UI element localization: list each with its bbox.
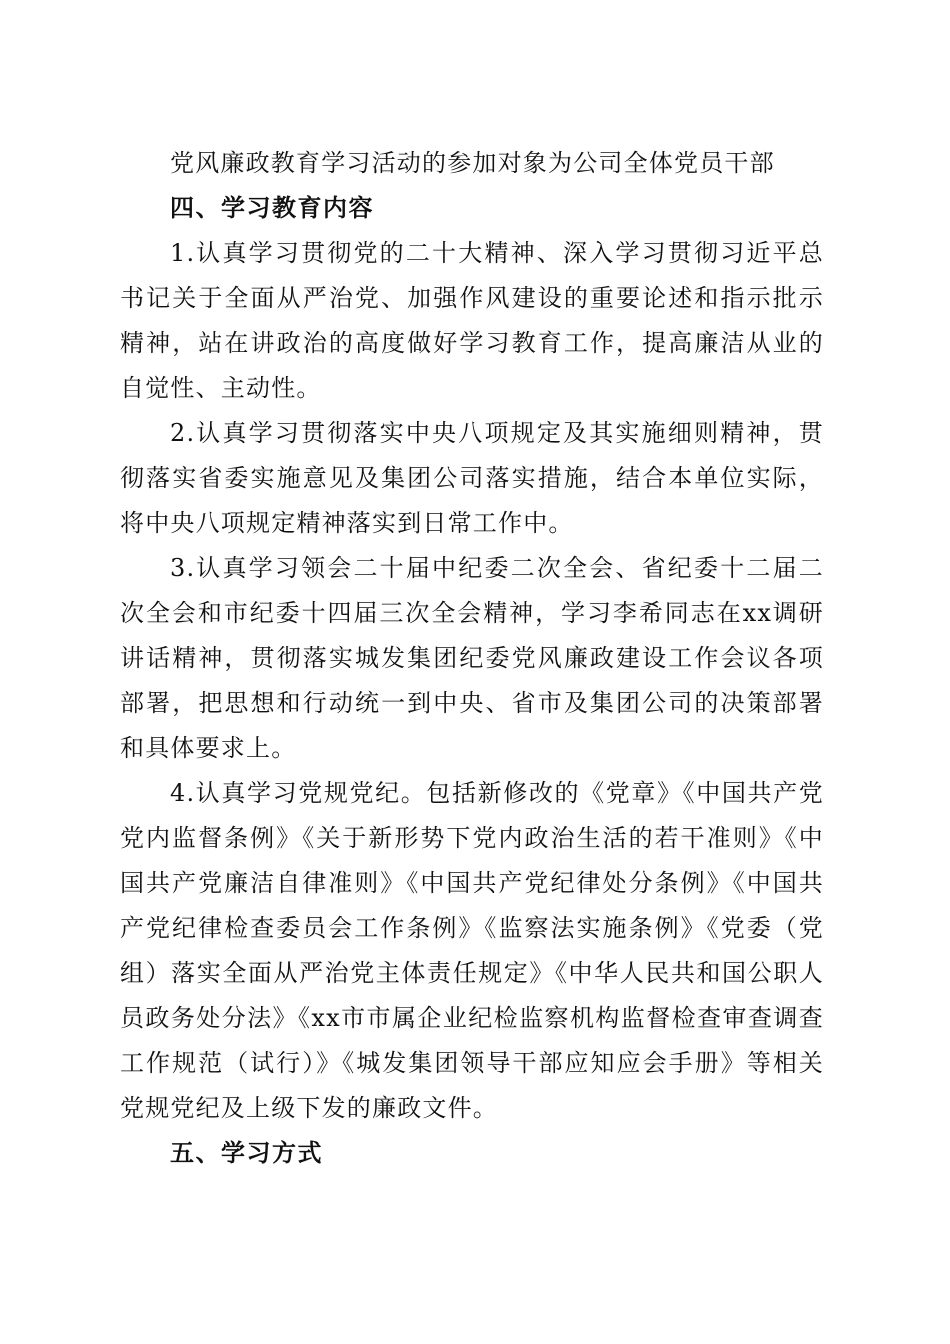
section-heading-method: 五、学习方式 xyxy=(170,1139,323,1167)
content-item-2: 2.认真学习贯彻落实中央八项规定及其实施细则精神，贯彻落实省委实施意见及集团公司落实措施，结合本单位实际，将中央八项规定精神落实到日常工作中。 xyxy=(120,419,824,537)
content-item-3: 3.认真学习领会二十届中纪委二次全会、省纪委十二届二次全会和市纪委十四届三次全会精神，学习李希同志在xx调研讲话精神，贯彻落实城发集团纪委党风廉政建设工作会议各项部署，把思想和行动统一到中央、省市及集团公司的决策部署和具体要求上。 xyxy=(120,554,824,762)
intro-paragraph: 党风廉政教育学习活动的参加对象为公司全体党员干部 xyxy=(170,149,775,177)
content-item-1: 1.认真学习贯彻党的二十大精神、深入学习贯彻习近平总书记关于全面从严治党、加强作风建设的重要论述和指示批示精神，站在讲政治的高度做好学习教育工作，提高廉洁从业的自觉性、主动性。 xyxy=(120,239,824,402)
section-heading-content: 四、学习教育内容 xyxy=(170,194,374,222)
content-item-4: 4.认真学习党规党纪。包括新修改的《党章》《中国共产党党内监督条例》《关于新形势下党内政治生活的若干准则》《中国共产党廉洁自律准则》《中国共产党纪律处分条例》《中国共产党纪律检查委员会工作条例》《监察法实施条例》《党委（党组）落实全面从严治党主体责任规定》《中华人民共和国公职人员政务处分法》《xx市市属企业纪检监察机构监督检查审查调查工作规范（试行）》《城发集团领导干部应知应会手册》等相关党规党纪及上级下发的廉政文件。 xyxy=(120,779,824,1122)
